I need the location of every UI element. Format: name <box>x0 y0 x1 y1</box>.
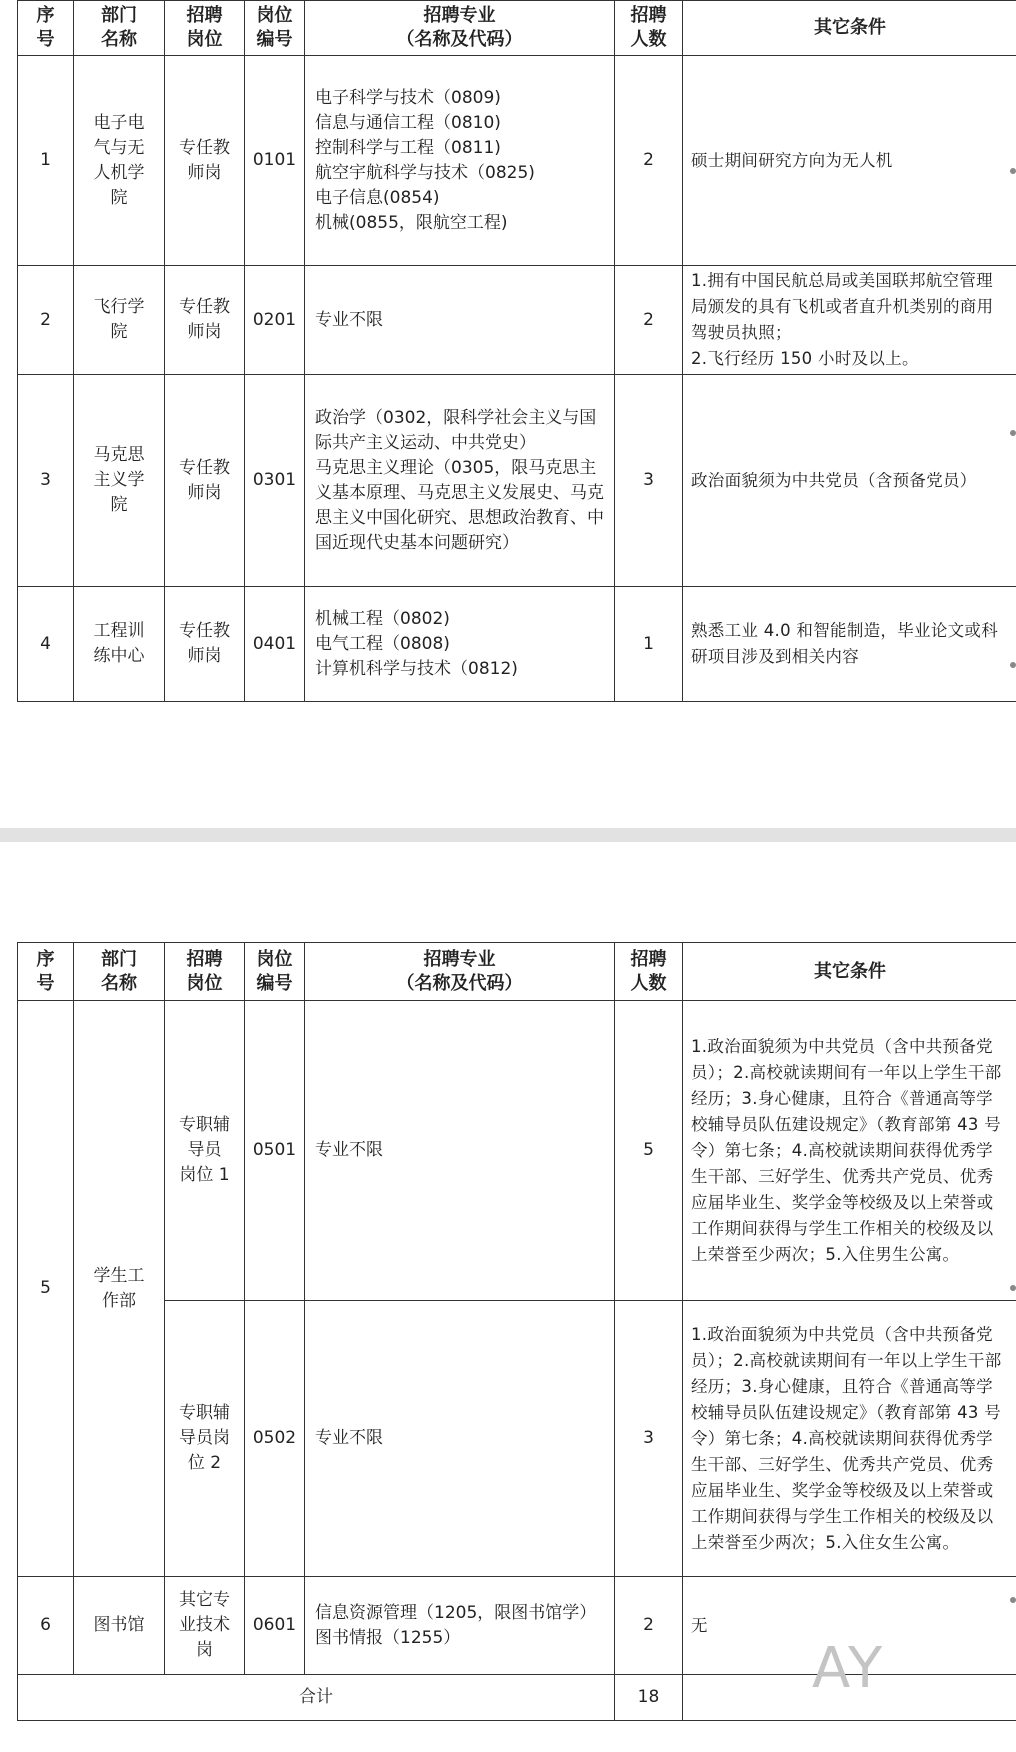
edge-dot-icon <box>1010 1597 1016 1603</box>
major-cell: 政治学（0302，限科学社会主义与国际共产主义运动、中共党史） 马克思主义理论（0305，限马克思主义基本原理、马克思主义发展史、马克思主义中国化研究、思想政治教育、中国近现代史基本问题研究） <box>305 375 615 587</box>
table-row <box>18 1001 1016 1301</box>
table-row <box>18 266 1016 375</box>
edge-dot-icon <box>1010 430 1016 436</box>
page-separator <box>0 828 1016 842</box>
major-cell: 专业不限 <box>305 1001 615 1301</box>
major-cell: 专业不限 <box>305 1301 615 1577</box>
major-cell: 信息资源管理（1205，限图书馆学） 图书情报（1255） <box>305 1577 615 1675</box>
header-conditions: 其它条件 <box>683 943 1016 1001</box>
position-cell: 专职辅 导员 岗位 1 <box>165 1001 245 1301</box>
dept-cell: 电子电 气与无 人机学 院 <box>74 56 165 266</box>
seq-cell: 6 <box>18 1577 74 1675</box>
seq-cell: 2 <box>18 266 74 375</box>
dept-cell: 马克思 主义学 院 <box>74 375 165 587</box>
code-cell: 0601 <box>245 1577 305 1675</box>
header-major: 招聘专业 （名称及代码） <box>305 1 615 56</box>
header-code: 岗位 编号 <box>245 1 305 56</box>
recruitment-table-page-1 <box>17 0 1016 702</box>
major-cell: 专业不限 <box>305 266 615 375</box>
code-cell: 0301 <box>245 375 305 587</box>
count-cell: 2 <box>615 1577 683 1675</box>
code-cell: 0201 <box>245 266 305 375</box>
count-cell: 1 <box>615 587 683 702</box>
header-count: 招聘 人数 <box>615 1 683 56</box>
count-cell: 2 <box>615 56 683 266</box>
table-row <box>18 375 1016 587</box>
dept-cell: 图书馆 <box>74 1577 165 1675</box>
count-cell: 3 <box>615 1301 683 1577</box>
table-row <box>18 56 1016 266</box>
code-cell: 0502 <box>245 1301 305 1577</box>
count-cell: 3 <box>615 375 683 587</box>
dept-cell: 学生工 作部 <box>74 1001 165 1577</box>
header-count: 招聘 人数 <box>615 943 683 1001</box>
seq-cell: 4 <box>18 587 74 702</box>
table-row <box>18 587 1016 702</box>
header-dept: 部门 名称 <box>74 943 165 1001</box>
conditions-cell: 1.政治面貌须为中共党员（含中共预备党员）；2.高校就读期间有一年以上学生干部经历；3.身心健康，且符合《普通高等学校辅导员队伍建设规定》（教育部第 43 号令）第七条；4.高校就读期间获得优秀学生干部、三好学生、优秀共产党员、优秀应届毕业生、奖学金等校级及以上荣誉或工作期间获得与学生工作相关的校级及以上荣誉至少两次；5.入住男生公寓。 <box>683 1001 1016 1301</box>
edge-dot-icon <box>1010 168 1016 174</box>
header-row <box>18 943 1016 1001</box>
dept-cell: 工程训 练中心 <box>74 587 165 702</box>
conditions-cell: 1.拥有中国民航总局或美国联邦航空管理局颁发的具有飞机或者直升机类别的商用驾驶员执照； 2.飞行经历 150 小时及以上。 <box>683 266 1016 375</box>
total-label: 合计 <box>18 1675 615 1721</box>
edge-dot-icon <box>1010 662 1016 668</box>
header-major: 招聘专业 （名称及代码） <box>305 943 615 1001</box>
conditions-cell: 无 <box>683 1577 1016 1675</box>
recruitment-table-page-2 <box>17 942 1016 1721</box>
header-seq: 序 号 <box>18 1 74 56</box>
edge-dot-icon <box>1010 1285 1016 1291</box>
code-cell: 0101 <box>245 56 305 266</box>
position-cell: 专任教 师岗 <box>165 56 245 266</box>
major-cell: 电子科学与技术（0809) 信息与通信工程（0810) 控制科学与工程（0811) 航空宇航科学与技术（0825) 电子信息(0854) 机械(0855，限航空工程) <box>305 56 615 266</box>
header-position: 招聘 岗位 <box>165 943 245 1001</box>
conditions-cell: 硕士期间研究方向为无人机 <box>683 56 1016 266</box>
count-cell: 2 <box>615 266 683 375</box>
header-conditions: 其它条件 <box>683 1 1016 56</box>
table-row <box>18 1301 1016 1577</box>
conditions-cell: 1.政治面貌须为中共党员（含中共预备党员）；2.高校就读期间有一年以上学生干部经历；3.身心健康，且符合《普通高等学校辅导员队伍建设规定》（教育部第 43 号令）第七条；4.高校就读期间获得优秀学生干部、三好学生、优秀共产党员、优秀应届毕业生、奖学金等校级及以上荣誉或工作期间获得与学生工作相关的校级及以上荣誉至少两次；5.入住女生公寓。 <box>683 1301 1016 1577</box>
seq-cell: 5 <box>18 1001 74 1577</box>
conditions-cell: 政治面貌须为中共党员（含预备党员） <box>683 375 1016 587</box>
conditions-cell: 熟悉工业 4.0 和智能制造，毕业论文或科研项目涉及到相关内容 <box>683 587 1016 702</box>
header-row <box>18 1 1016 56</box>
total-value: 18 <box>615 1675 683 1721</box>
watermark-logo: AY <box>812 1636 885 1701</box>
dept-cell: 飞行学 院 <box>74 266 165 375</box>
code-cell: 0401 <box>245 587 305 702</box>
header-seq: 序 号 <box>18 943 74 1001</box>
count-cell: 5 <box>615 1001 683 1301</box>
position-cell: 专任教 师岗 <box>165 375 245 587</box>
major-cell: 机械工程（0802) 电气工程（0808) 计算机科学与技术（0812) <box>305 587 615 702</box>
position-cell: 其它专 业技术 岗 <box>165 1577 245 1675</box>
seq-cell: 1 <box>18 56 74 266</box>
seq-cell: 3 <box>18 375 74 587</box>
header-position: 招聘 岗位 <box>165 1 245 56</box>
header-code: 岗位 编号 <box>245 943 305 1001</box>
position-cell: 专任教 师岗 <box>165 587 245 702</box>
position-cell: 专职辅 导员岗 位 2 <box>165 1301 245 1577</box>
position-cell: 专任教 师岗 <box>165 266 245 375</box>
code-cell: 0501 <box>245 1001 305 1301</box>
header-dept: 部门 名称 <box>74 1 165 56</box>
